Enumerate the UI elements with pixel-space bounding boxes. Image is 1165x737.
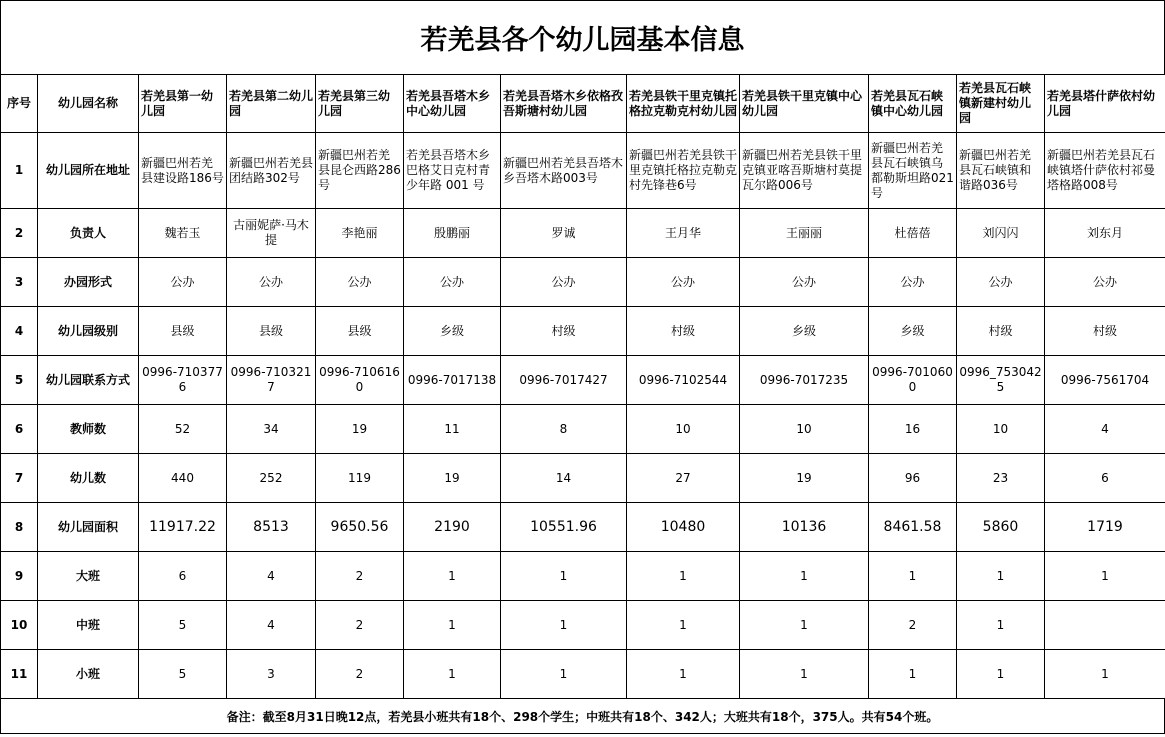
row-label-cell[interactable]: 小班 xyxy=(38,650,139,699)
header-cell-kindergarten[interactable]: 若羌县吾塔木乡中心幼儿园 xyxy=(404,75,501,133)
table-cell[interactable]: 殷鹏丽 xyxy=(404,209,501,258)
table-cell[interactable]: 若羌县吾塔木乡巴格艾日克村青少年路 001 号 xyxy=(404,133,501,209)
table-cell[interactable]: 1 xyxy=(957,650,1045,699)
table-cell[interactable]: 公办 xyxy=(316,258,404,307)
table-cell[interactable]: 0996-7103217 xyxy=(227,356,316,405)
table-cell[interactable]: 1 xyxy=(1045,552,1165,601)
table-cell[interactable]: 10551.96 xyxy=(501,503,627,552)
table-cell[interactable]: 1 xyxy=(501,552,627,601)
table-cell[interactable]: 34 xyxy=(227,405,316,454)
table-cell[interactable]: 19 xyxy=(316,405,404,454)
table-cell[interactable]: 1 xyxy=(1045,650,1165,699)
table-cell[interactable]: 0996-7561704 xyxy=(1045,356,1165,405)
table-cell[interactable]: 1 xyxy=(869,650,957,699)
header-cell-kindergarten[interactable]: 若羌县瓦石峡镇新建村幼儿园 xyxy=(957,75,1045,133)
table-cell[interactable]: 2 xyxy=(316,650,404,699)
table-cell[interactable]: 公办 xyxy=(740,258,869,307)
table-row xyxy=(1,454,1165,503)
table-cell[interactable]: 5 xyxy=(139,650,227,699)
table-cell[interactable]: 新疆巴州若羌县昆仑西路286号 xyxy=(316,133,404,209)
table-cell[interactable]: 9650.56 xyxy=(316,503,404,552)
row-number-cell[interactable]: 6 xyxy=(1,405,38,454)
table-cell[interactable]: 刘闪闪 xyxy=(957,209,1045,258)
table-cell[interactable]: 公办 xyxy=(501,258,627,307)
row-number-cell[interactable]: 11 xyxy=(1,650,38,699)
header-cell-kindergarten[interactable]: 若羌县吾塔木乡依格孜吾斯塘村幼儿园 xyxy=(501,75,627,133)
table-cell[interactable]: 0996-7017138 xyxy=(404,356,501,405)
table-row xyxy=(1,356,1165,405)
header-cell-kindergarten[interactable]: 若羌县第一幼儿园 xyxy=(139,75,227,133)
table-cell[interactable]: 公办 xyxy=(627,258,740,307)
table-row xyxy=(1,209,1165,258)
header-cell-kindergarten[interactable]: 若羌县铁干里克镇托格拉克勒克村幼儿园 xyxy=(627,75,740,133)
row-number-cell[interactable]: 4 xyxy=(1,307,38,356)
table-cell[interactable]: 乡级 xyxy=(404,307,501,356)
table-cell[interactable]: 王丽丽 xyxy=(740,209,869,258)
table-cell[interactable]: 新疆巴州若羌县瓦石峡镇乌都勒斯坦路021号 xyxy=(869,133,957,209)
table-cell[interactable]: 1 xyxy=(501,650,627,699)
kindergarten-table xyxy=(0,74,1165,699)
table-cell[interactable]: 2 xyxy=(869,601,957,650)
table-cell[interactable]: 乡级 xyxy=(740,307,869,356)
table-cell[interactable]: 李艳丽 xyxy=(316,209,404,258)
table-cell[interactable]: 2 xyxy=(316,601,404,650)
table-cell[interactable]: 4 xyxy=(227,552,316,601)
table-cell[interactable]: 19 xyxy=(404,454,501,503)
table-cell[interactable]: 新疆巴州若羌县团结路302号 xyxy=(227,133,316,209)
table-cell[interactable]: 8513 xyxy=(227,503,316,552)
table-cell[interactable]: 魏若玉 xyxy=(139,209,227,258)
table-cell[interactable]: 8 xyxy=(501,405,627,454)
row-number-cell[interactable]: 7 xyxy=(1,454,38,503)
row-number-cell[interactable]: 3 xyxy=(1,258,38,307)
table-cell[interactable]: 0996-7017235 xyxy=(740,356,869,405)
row-number-cell[interactable]: 9 xyxy=(1,552,38,601)
table-cell[interactable]: 县级 xyxy=(316,307,404,356)
table-cell[interactable]: 县级 xyxy=(227,307,316,356)
row-number-cell[interactable]: 10 xyxy=(1,601,38,650)
table-row xyxy=(1,307,1165,356)
header-cell-kindergarten[interactable]: 若羌县铁干里克镇中心幼儿园 xyxy=(740,75,869,133)
row-label-cell[interactable]: 负责人 xyxy=(38,209,139,258)
table-cell[interactable]: 1 xyxy=(957,552,1045,601)
table-cell[interactable]: 王月华 xyxy=(627,209,740,258)
table-cell[interactable]: 96 xyxy=(869,454,957,503)
table-row xyxy=(1,405,1165,454)
table-cell[interactable]: 公办 xyxy=(139,258,227,307)
table-cell[interactable]: 公办 xyxy=(869,258,957,307)
table-cell[interactable]: 1 xyxy=(627,601,740,650)
table-cell[interactable]: 1 xyxy=(740,601,869,650)
table-cell[interactable]: 0996-7010600 xyxy=(869,356,957,405)
table-cell[interactable]: 11917.22 xyxy=(139,503,227,552)
row-number-cell[interactable]: 1 xyxy=(1,133,38,209)
table-cell[interactable]: 村级 xyxy=(1045,307,1165,356)
table-cell[interactable]: 5860 xyxy=(957,503,1045,552)
table-row xyxy=(1,601,1165,650)
table-cell[interactable]: 新疆巴州若羌县瓦石峡镇和谐路036号 xyxy=(957,133,1045,209)
table-cell[interactable]: 村级 xyxy=(957,307,1045,356)
table-cell[interactable]: 6 xyxy=(1045,454,1165,503)
table-cell[interactable]: 440 xyxy=(139,454,227,503)
header-row xyxy=(1,75,1165,133)
row-label-cell[interactable]: 幼儿数 xyxy=(38,454,139,503)
table-cell[interactable]: 村级 xyxy=(501,307,627,356)
row-label-cell[interactable]: 幼儿园级别 xyxy=(38,307,139,356)
table-cell[interactable]: 公办 xyxy=(227,258,316,307)
table-cell[interactable]: 119 xyxy=(316,454,404,503)
table-row xyxy=(1,552,1165,601)
header-cell-kindergarten[interactable]: 若羌县塔什萨依村幼儿园 xyxy=(1045,75,1165,133)
table-row xyxy=(1,650,1165,699)
header-cell-name[interactable]: 幼儿园名称 xyxy=(38,75,139,133)
table-cell[interactable]: 0996-7102544 xyxy=(627,356,740,405)
row-number-cell[interactable]: 5 xyxy=(1,356,38,405)
row-label-cell[interactable]: 幼儿园面积 xyxy=(38,503,139,552)
row-number-cell[interactable]: 8 xyxy=(1,503,38,552)
table-cell[interactable]: 4 xyxy=(1045,405,1165,454)
table-cell[interactable]: 1 xyxy=(957,601,1045,650)
row-label-cell[interactable]: 教师数 xyxy=(38,405,139,454)
table-cell[interactable]: 1719 xyxy=(1045,503,1165,552)
table-cell[interactable]: 新疆巴州若羌县吾塔木乡吾塔木路003号 xyxy=(501,133,627,209)
header-cell-kindergarten[interactable]: 若羌县第三幼儿园 xyxy=(316,75,404,133)
table-cell[interactable]: 公办 xyxy=(404,258,501,307)
table-cell[interactable]: 27 xyxy=(627,454,740,503)
table-cell[interactable]: 新疆巴州若羌县建设路186号 xyxy=(139,133,227,209)
table-cell[interactable]: 16 xyxy=(869,405,957,454)
footnote: 备注：截至8月31日晚12点，若羌县小班共有18个、298个学生；中班共有18个、342人；大班共有18个，375人。共有54个班。 xyxy=(0,699,1165,734)
header-cell-kindergarten[interactable]: 若羌县瓦石峡镇中心幼儿园 xyxy=(869,75,957,133)
table-cell[interactable]: 1 xyxy=(404,601,501,650)
row-label-cell[interactable]: 幼儿园所在地址 xyxy=(38,133,139,209)
table-cell[interactable]: 古丽妮萨·马木提 xyxy=(227,209,316,258)
table-cell[interactable]: 10136 xyxy=(740,503,869,552)
table-cell[interactable]: 10 xyxy=(740,405,869,454)
table-cell[interactable]: 10480 xyxy=(627,503,740,552)
table-cell[interactable]: 新疆巴州若羌县瓦石峡镇塔什萨依村祁曼塔格路008号 xyxy=(1045,133,1165,209)
table-cell[interactable]: 10 xyxy=(957,405,1045,454)
table-row xyxy=(1,133,1165,209)
table-cell[interactable]: 8461.58 xyxy=(869,503,957,552)
table-cell[interactable]: 1 xyxy=(869,552,957,601)
header-cell-kindergarten[interactable]: 若羌县第二幼儿园 xyxy=(227,75,316,133)
table-cell[interactable]: 5 xyxy=(139,601,227,650)
table-cell[interactable]: 罗诚 xyxy=(501,209,627,258)
table-cell[interactable]: 2190 xyxy=(404,503,501,552)
table-cell[interactable]: 刘东月 xyxy=(1045,209,1165,258)
row-label-cell[interactable]: 中班 xyxy=(38,601,139,650)
table-cell[interactable]: 1 xyxy=(501,601,627,650)
table-cell[interactable]: 1 xyxy=(627,650,740,699)
table-cell[interactable]: 公办 xyxy=(957,258,1045,307)
table-cell[interactable]: 新疆巴州若羌县铁干里克镇亚喀吾斯塘村莫提瓦尔路006号 xyxy=(740,133,869,209)
table-cell[interactable]: 公办 xyxy=(1045,258,1165,307)
table-cell[interactable]: 0996-7103776 xyxy=(139,356,227,405)
table-cell[interactable]: 4 xyxy=(227,601,316,650)
table-cell[interactable]: 3 xyxy=(227,650,316,699)
table-cell[interactable]: 10 xyxy=(627,405,740,454)
table-cell[interactable]: 2 xyxy=(316,552,404,601)
table-cell[interactable]: 1 xyxy=(404,552,501,601)
table-cell[interactable]: 1 xyxy=(740,650,869,699)
table-body xyxy=(1,133,1165,699)
row-number-cell[interactable]: 2 xyxy=(1,209,38,258)
table-cell[interactable]: 0996-7017427 xyxy=(501,356,627,405)
table-cell[interactable]: 252 xyxy=(227,454,316,503)
table-cell[interactable]: 52 xyxy=(139,405,227,454)
table-cell[interactable]: 14 xyxy=(501,454,627,503)
table-cell[interactable]: 19 xyxy=(740,454,869,503)
table-cell[interactable]: 1 xyxy=(404,650,501,699)
table-cell[interactable]: 1 xyxy=(627,552,740,601)
table-cell[interactable]: 11 xyxy=(404,405,501,454)
table-cell[interactable]: 乡级 xyxy=(869,307,957,356)
row-label-cell[interactable]: 大班 xyxy=(38,552,139,601)
table-cell[interactable]: 23 xyxy=(957,454,1045,503)
row-label-cell[interactable]: 办园形式 xyxy=(38,258,139,307)
table-cell[interactable]: 1 xyxy=(740,552,869,601)
table-cell[interactable]: 村级 xyxy=(627,307,740,356)
table-cell[interactable]: 县级 xyxy=(139,307,227,356)
table-cell[interactable] xyxy=(1045,601,1165,650)
table-cell[interactable]: 0996-7106160 xyxy=(316,356,404,405)
row-label-cell[interactable]: 幼儿园联系方式 xyxy=(38,356,139,405)
table-cell[interactable]: 0996_7530425 xyxy=(957,356,1045,405)
page-title: 若羌县各个幼儿园基本信息 xyxy=(0,0,1165,74)
table-cell[interactable]: 6 xyxy=(139,552,227,601)
table-cell[interactable]: 杜蓓蓓 xyxy=(869,209,957,258)
table-row xyxy=(1,258,1165,307)
table-row xyxy=(1,503,1165,552)
header-cell-no[interactable]: 序号 xyxy=(1,75,38,133)
table-cell[interactable]: 新疆巴州若羌县铁干里克镇托格拉克勒克村先锋巷6号 xyxy=(627,133,740,209)
